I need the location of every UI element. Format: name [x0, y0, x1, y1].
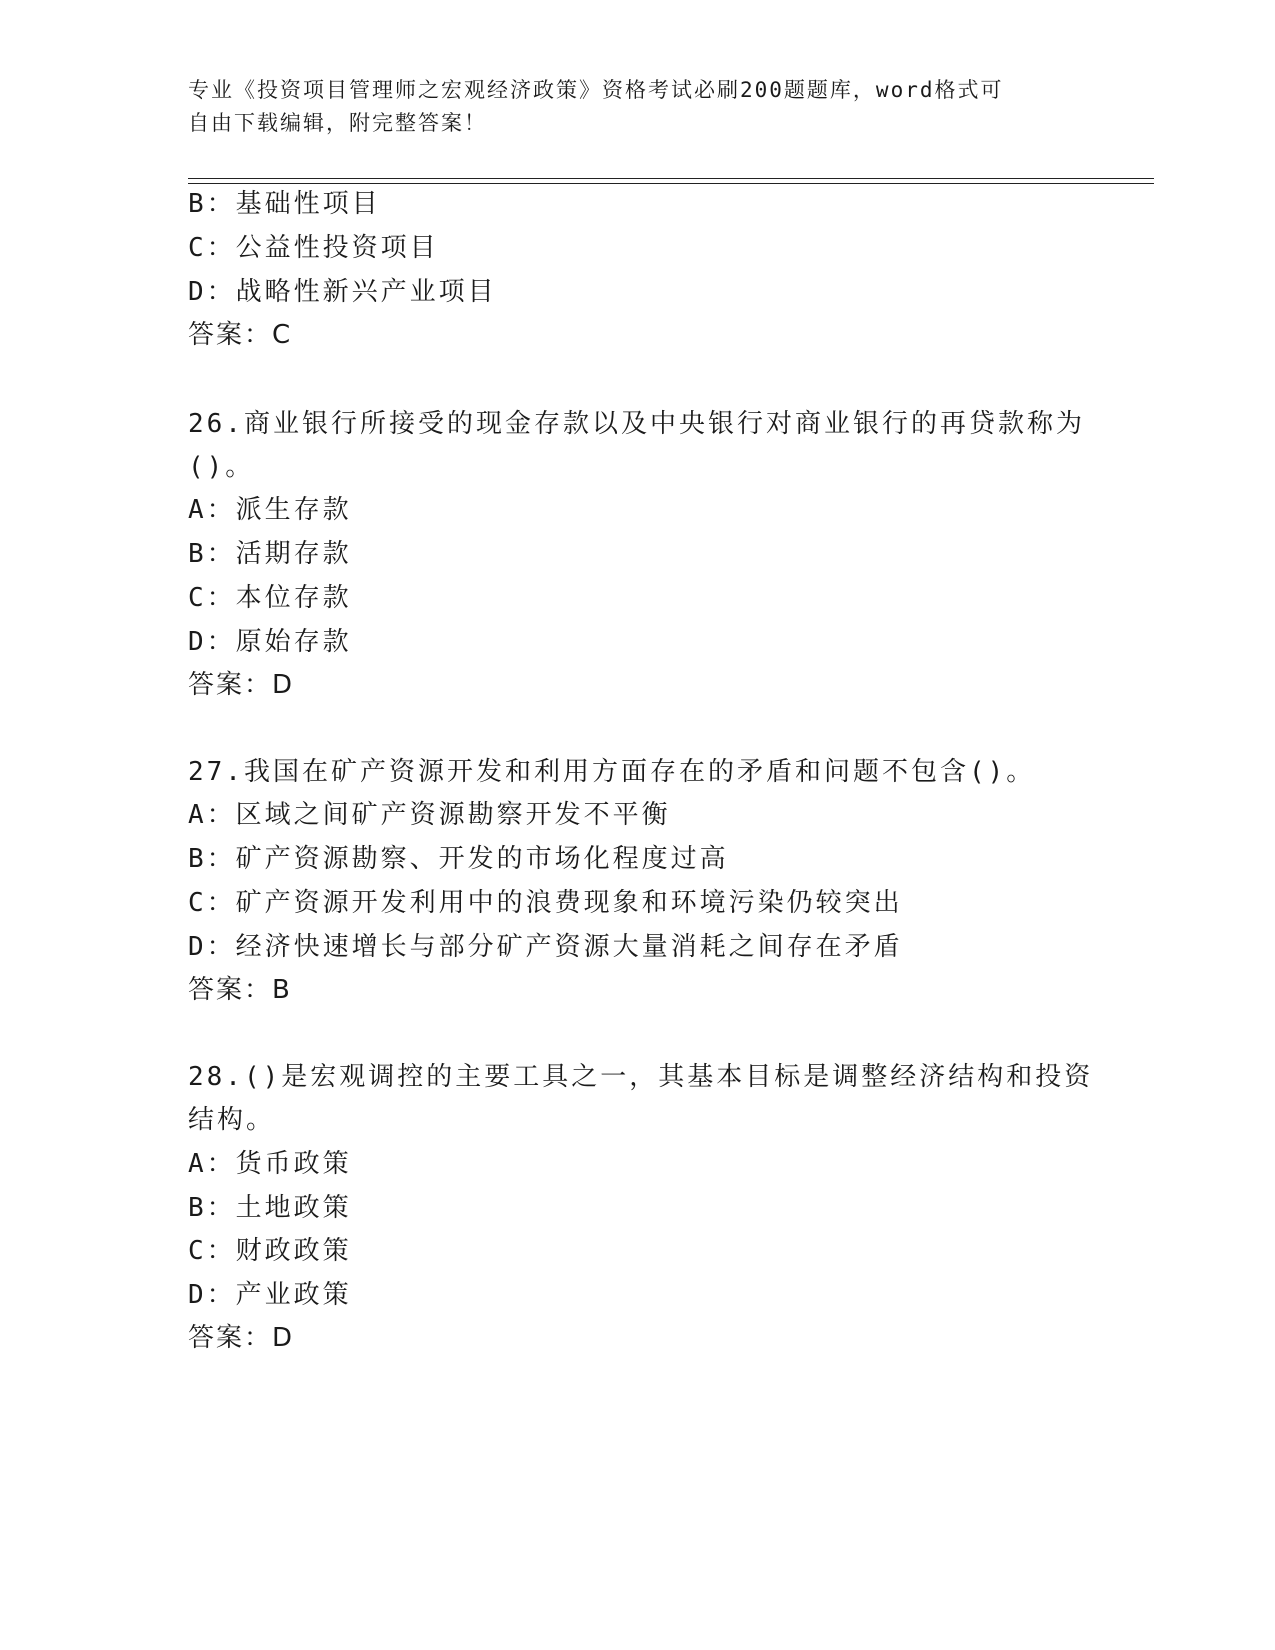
question-stem: ()。: [188, 452, 255, 482]
option-a: A：区域之间矿产资源勘察开发不平衡: [188, 800, 671, 830]
answer-line: 答案：D: [188, 1323, 295, 1353]
option-b: B：活期存款: [188, 539, 352, 569]
header-line: 自由下载编辑，附完整答案！: [188, 111, 487, 135]
answer-line: 答案：D: [188, 670, 295, 700]
option-d: D：经济快速增长与部分矿产资源大量消耗之间存在矛盾: [188, 932, 903, 962]
answer-line: 答案：B: [188, 975, 292, 1005]
option-b: B：土地政策: [188, 1193, 352, 1223]
question-stem: 26.商业银行所接受的现金存款以及中央银行对商业银行的再贷款称为: [188, 409, 1085, 439]
question-stem: 28.()是宏观调控的主要工具之一，其基本目标是调整经济结构和投资: [188, 1062, 1094, 1092]
option-c: C：公益性投资项目: [188, 233, 439, 263]
option-b: B：基础性项目: [188, 189, 381, 219]
option-c: C：财政政策: [188, 1236, 352, 1266]
header-divider: [188, 178, 1154, 179]
option-d: D：原始存款: [188, 627, 352, 657]
option-c: C：本位存款: [188, 583, 352, 613]
option-d: D：战略性新兴产业项目: [188, 277, 497, 307]
question-stem: 结构。: [188, 1105, 276, 1135]
header-line: 专业《投资项目管理师之宏观经济政策》资格考试必刷200题题库，word格式可: [188, 78, 1004, 102]
option-c: C：矿产资源开发利用中的浪费现象和环境污染仍较突出: [188, 888, 903, 918]
option-a: A：货币政策: [188, 1149, 352, 1179]
option-a: A：派生存款: [188, 495, 352, 525]
document-header: [188, 74, 1068, 140]
option-b: B：矿产资源勘察、开发的市场化程度过高: [188, 844, 729, 874]
option-d: D：产业政策: [188, 1280, 352, 1310]
header-divider: [188, 183, 1154, 184]
answer-line: 答案：C: [188, 320, 293, 350]
question-stem: 27.我国在矿产资源开发和利用方面存在的矛盾和问题不包含()。: [188, 757, 1036, 787]
